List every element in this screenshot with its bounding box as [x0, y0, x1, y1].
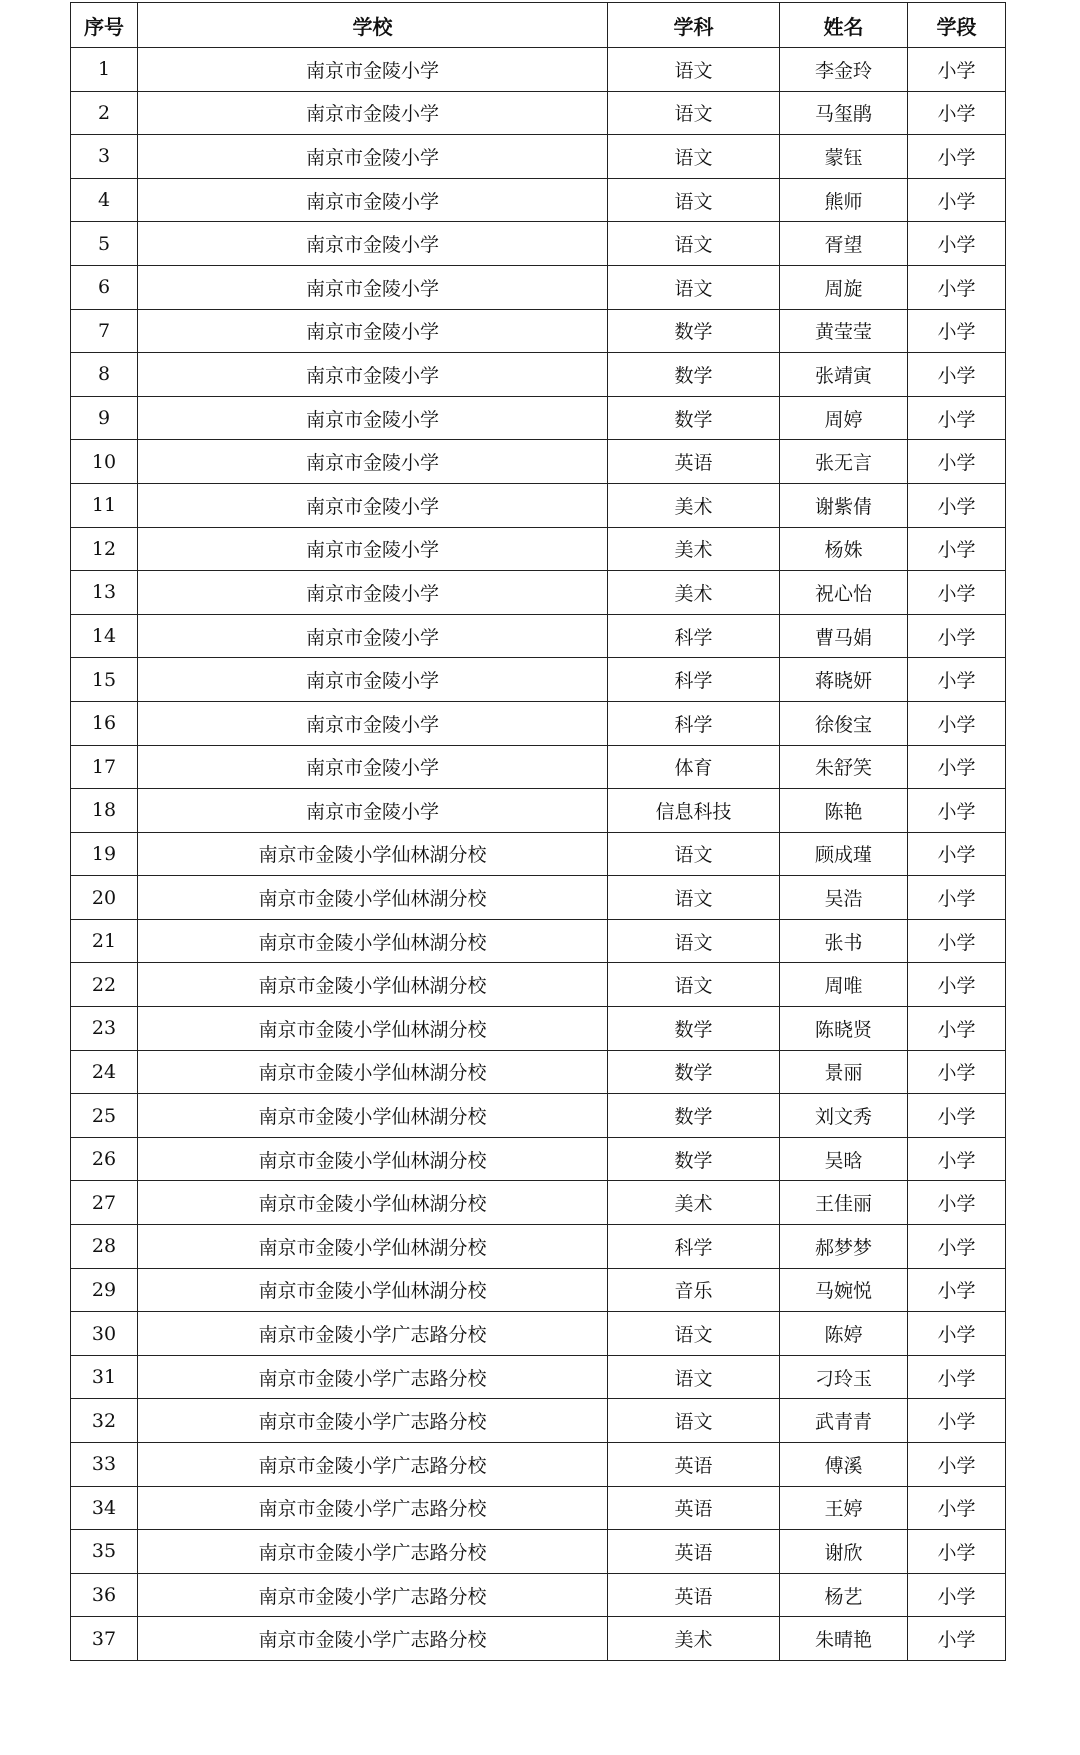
cell-name: 杨艺 [780, 1573, 908, 1617]
cell-subject: 语文 [608, 832, 780, 876]
cell-subject: 语文 [608, 919, 780, 963]
header-school: 学校 [138, 3, 608, 48]
table-row [71, 1486, 1006, 1530]
cell-subject: 英语 [608, 1486, 780, 1530]
cell-name: 陈晓贤 [780, 1007, 908, 1051]
cell-stage: 小学 [908, 1399, 1006, 1443]
cell-index: 33 [71, 1443, 138, 1487]
table-row [71, 440, 1006, 484]
cell-subject: 语文 [608, 963, 780, 1007]
cell-stage: 小学 [908, 483, 1006, 527]
cell-index: 36 [71, 1573, 138, 1617]
cell-name: 景丽 [780, 1050, 908, 1094]
cell-subject: 体育 [608, 745, 780, 789]
cell-subject: 音乐 [608, 1268, 780, 1312]
cell-index: 29 [71, 1268, 138, 1312]
teacher-roster-table [70, 2, 1006, 1661]
cell-name: 周旋 [780, 265, 908, 309]
cell-name: 傅溪 [780, 1443, 908, 1487]
table-row [71, 701, 1006, 745]
cell-name: 李金玲 [780, 48, 908, 92]
cell-school: 南京市金陵小学 [138, 48, 608, 92]
cell-school: 南京市金陵小学仙林湖分校 [138, 1050, 608, 1094]
cell-name: 顾成瑾 [780, 832, 908, 876]
cell-name: 黄莹莹 [780, 309, 908, 353]
cell-index: 30 [71, 1312, 138, 1356]
cell-stage: 小学 [908, 919, 1006, 963]
cell-name: 王婷 [780, 1486, 908, 1530]
cell-subject: 科学 [608, 701, 780, 745]
cell-index: 14 [71, 614, 138, 658]
cell-school: 南京市金陵小学广志路分校 [138, 1573, 608, 1617]
cell-name: 祝心怡 [780, 571, 908, 615]
cell-school: 南京市金陵小学广志路分校 [138, 1443, 608, 1487]
cell-stage: 小学 [908, 527, 1006, 571]
document-sheet [70, 2, 1005, 1661]
cell-stage: 小学 [908, 440, 1006, 484]
cell-stage: 小学 [908, 701, 1006, 745]
cell-subject: 语文 [608, 48, 780, 92]
cell-subject: 语文 [608, 1399, 780, 1443]
cell-index: 20 [71, 876, 138, 920]
table-row [71, 1225, 1006, 1269]
cell-subject: 数学 [608, 309, 780, 353]
cell-index: 13 [71, 571, 138, 615]
cell-stage: 小学 [908, 222, 1006, 266]
cell-name: 吴浩 [780, 876, 908, 920]
cell-index: 31 [71, 1355, 138, 1399]
cell-name: 徐俊宝 [780, 701, 908, 745]
cell-stage: 小学 [908, 571, 1006, 615]
table-row [71, 396, 1006, 440]
cell-school: 南京市金陵小学 [138, 309, 608, 353]
cell-name: 陈婷 [780, 1312, 908, 1356]
cell-school: 南京市金陵小学仙林湖分校 [138, 1225, 608, 1269]
table-body [71, 48, 1006, 1661]
table-row [71, 1443, 1006, 1487]
cell-subject: 美术 [608, 483, 780, 527]
cell-stage: 小学 [908, 1573, 1006, 1617]
cell-subject: 语文 [608, 265, 780, 309]
cell-school: 南京市金陵小学仙林湖分校 [138, 876, 608, 920]
cell-subject: 英语 [608, 1530, 780, 1574]
cell-school: 南京市金陵小学 [138, 745, 608, 789]
cell-school: 南京市金陵小学仙林湖分校 [138, 1181, 608, 1225]
cell-name: 朱晴艳 [780, 1617, 908, 1661]
table-row [71, 1530, 1006, 1574]
table-row [71, 1355, 1006, 1399]
cell-index: 8 [71, 353, 138, 397]
cell-subject: 科学 [608, 658, 780, 702]
table-row [71, 963, 1006, 1007]
cell-school: 南京市金陵小学广志路分校 [138, 1486, 608, 1530]
cell-index: 35 [71, 1530, 138, 1574]
cell-name: 陈艳 [780, 789, 908, 833]
cell-name: 谢紫倩 [780, 483, 908, 527]
table-header [71, 3, 1006, 48]
cell-stage: 小学 [908, 135, 1006, 179]
cell-name: 王佳丽 [780, 1181, 908, 1225]
cell-stage: 小学 [908, 1486, 1006, 1530]
cell-index: 3 [71, 135, 138, 179]
table-row [71, 1050, 1006, 1094]
cell-stage: 小学 [908, 353, 1006, 397]
cell-stage: 小学 [908, 91, 1006, 135]
cell-name: 吴晗 [780, 1137, 908, 1181]
cell-subject: 美术 [608, 527, 780, 571]
table-row [71, 658, 1006, 702]
table-row [71, 483, 1006, 527]
cell-name: 谢欣 [780, 1530, 908, 1574]
cell-subject: 数学 [608, 1094, 780, 1138]
table-row [71, 178, 1006, 222]
header-subject: 学科 [608, 3, 780, 48]
cell-stage: 小学 [908, 1268, 1006, 1312]
cell-index: 10 [71, 440, 138, 484]
table-row [71, 571, 1006, 615]
cell-stage: 小学 [908, 1137, 1006, 1181]
cell-name: 刁玲玉 [780, 1355, 908, 1399]
cell-school: 南京市金陵小学 [138, 222, 608, 266]
cell-school: 南京市金陵小学 [138, 789, 608, 833]
cell-name: 杨姝 [780, 527, 908, 571]
table-row [71, 309, 1006, 353]
cell-stage: 小学 [908, 1443, 1006, 1487]
cell-name: 熊师 [780, 178, 908, 222]
cell-subject: 美术 [608, 1181, 780, 1225]
cell-stage: 小学 [908, 963, 1006, 1007]
cell-subject: 科学 [608, 614, 780, 658]
cell-subject: 数学 [608, 1137, 780, 1181]
cell-index: 6 [71, 265, 138, 309]
cell-school: 南京市金陵小学仙林湖分校 [138, 963, 608, 1007]
cell-stage: 小学 [908, 1007, 1006, 1051]
table-row [71, 1617, 1006, 1661]
table-row [71, 1573, 1006, 1617]
cell-school: 南京市金陵小学 [138, 614, 608, 658]
cell-index: 18 [71, 789, 138, 833]
cell-stage: 小学 [908, 265, 1006, 309]
cell-index: 25 [71, 1094, 138, 1138]
table-row [71, 832, 1006, 876]
table-row [71, 527, 1006, 571]
cell-stage: 小学 [908, 789, 1006, 833]
header-row [71, 3, 1006, 48]
cell-school: 南京市金陵小学 [138, 701, 608, 745]
cell-stage: 小学 [908, 658, 1006, 702]
cell-index: 27 [71, 1181, 138, 1225]
cell-stage: 小学 [908, 745, 1006, 789]
cell-name: 胥望 [780, 222, 908, 266]
cell-school: 南京市金陵小学 [138, 135, 608, 179]
cell-name: 周唯 [780, 963, 908, 1007]
cell-subject: 语文 [608, 1355, 780, 1399]
cell-school: 南京市金陵小学 [138, 91, 608, 135]
table-row [71, 222, 1006, 266]
cell-stage: 小学 [908, 396, 1006, 440]
cell-name: 马婉悦 [780, 1268, 908, 1312]
cell-stage: 小学 [908, 1181, 1006, 1225]
cell-school: 南京市金陵小学仙林湖分校 [138, 919, 608, 963]
cell-school: 南京市金陵小学仙林湖分校 [138, 1094, 608, 1138]
cell-subject: 数学 [608, 353, 780, 397]
cell-stage: 小学 [908, 832, 1006, 876]
cell-stage: 小学 [908, 178, 1006, 222]
cell-index: 17 [71, 745, 138, 789]
cell-subject: 数学 [608, 396, 780, 440]
cell-index: 24 [71, 1050, 138, 1094]
cell-subject: 语文 [608, 135, 780, 179]
cell-name: 张书 [780, 919, 908, 963]
cell-school: 南京市金陵小学广志路分校 [138, 1530, 608, 1574]
cell-stage: 小学 [908, 1617, 1006, 1661]
cell-index: 5 [71, 222, 138, 266]
cell-name: 武青青 [780, 1399, 908, 1443]
cell-name: 刘文秀 [780, 1094, 908, 1138]
cell-index: 34 [71, 1486, 138, 1530]
cell-school: 南京市金陵小学 [138, 527, 608, 571]
cell-subject: 数学 [608, 1050, 780, 1094]
cell-index: 11 [71, 483, 138, 527]
cell-index: 15 [71, 658, 138, 702]
cell-name: 蒋晓妍 [780, 658, 908, 702]
table-row [71, 1181, 1006, 1225]
cell-stage: 小学 [908, 614, 1006, 658]
table-row [71, 91, 1006, 135]
table-row [71, 1312, 1006, 1356]
cell-school: 南京市金陵小学广志路分校 [138, 1617, 608, 1661]
cell-name: 蒙钰 [780, 135, 908, 179]
cell-index: 22 [71, 963, 138, 1007]
cell-name: 朱舒笑 [780, 745, 908, 789]
cell-subject: 英语 [608, 440, 780, 484]
cell-stage: 小学 [908, 1530, 1006, 1574]
header-index: 序号 [71, 3, 138, 48]
cell-school: 南京市金陵小学广志路分校 [138, 1312, 608, 1356]
cell-stage: 小学 [908, 876, 1006, 920]
cell-index: 4 [71, 178, 138, 222]
cell-name: 周婷 [780, 396, 908, 440]
cell-subject: 英语 [608, 1443, 780, 1487]
cell-index: 2 [71, 91, 138, 135]
cell-name: 张靖寅 [780, 353, 908, 397]
table-row [71, 353, 1006, 397]
table-row [71, 789, 1006, 833]
cell-subject: 语文 [608, 222, 780, 266]
cell-school: 南京市金陵小学 [138, 658, 608, 702]
table-row [71, 614, 1006, 658]
cell-school: 南京市金陵小学 [138, 265, 608, 309]
cell-subject: 语文 [608, 91, 780, 135]
table-row [71, 1399, 1006, 1443]
cell-index: 12 [71, 527, 138, 571]
cell-school: 南京市金陵小学广志路分校 [138, 1355, 608, 1399]
cell-name: 郝梦梦 [780, 1225, 908, 1269]
cell-subject: 语文 [608, 1312, 780, 1356]
cell-index: 26 [71, 1137, 138, 1181]
cell-stage: 小学 [908, 309, 1006, 353]
cell-school: 南京市金陵小学 [138, 353, 608, 397]
cell-name: 马玺鹃 [780, 91, 908, 135]
cell-school: 南京市金陵小学 [138, 396, 608, 440]
cell-stage: 小学 [908, 1094, 1006, 1138]
table-row [71, 1094, 1006, 1138]
cell-index: 19 [71, 832, 138, 876]
cell-school: 南京市金陵小学仙林湖分校 [138, 1137, 608, 1181]
cell-stage: 小学 [908, 1225, 1006, 1269]
cell-school: 南京市金陵小学 [138, 178, 608, 222]
cell-index: 16 [71, 701, 138, 745]
cell-index: 7 [71, 309, 138, 353]
table-row [71, 876, 1006, 920]
table-row [71, 265, 1006, 309]
cell-index: 37 [71, 1617, 138, 1661]
cell-school: 南京市金陵小学广志路分校 [138, 1399, 608, 1443]
cell-school: 南京市金陵小学仙林湖分校 [138, 1007, 608, 1051]
cell-school: 南京市金陵小学仙林湖分校 [138, 1268, 608, 1312]
cell-stage: 小学 [908, 1312, 1006, 1356]
cell-stage: 小学 [908, 1050, 1006, 1094]
table-row [71, 919, 1006, 963]
cell-subject: 语文 [608, 178, 780, 222]
cell-school: 南京市金陵小学仙林湖分校 [138, 832, 608, 876]
cell-subject: 美术 [608, 1617, 780, 1661]
cell-school: 南京市金陵小学 [138, 571, 608, 615]
cell-subject: 语文 [608, 876, 780, 920]
table-row [71, 1007, 1006, 1051]
header-stage: 学段 [908, 3, 1006, 48]
cell-index: 1 [71, 48, 138, 92]
cell-stage: 小学 [908, 1355, 1006, 1399]
header-name: 姓名 [780, 3, 908, 48]
cell-stage: 小学 [908, 48, 1006, 92]
table-row [71, 745, 1006, 789]
table-row [71, 48, 1006, 92]
cell-subject: 美术 [608, 571, 780, 615]
cell-subject: 信息科技 [608, 789, 780, 833]
table-row [71, 1268, 1006, 1312]
cell-subject: 英语 [608, 1573, 780, 1617]
cell-index: 28 [71, 1225, 138, 1269]
cell-name: 曹马娟 [780, 614, 908, 658]
cell-school: 南京市金陵小学 [138, 440, 608, 484]
cell-school: 南京市金陵小学 [138, 483, 608, 527]
table-row [71, 1137, 1006, 1181]
cell-name: 张无言 [780, 440, 908, 484]
cell-index: 23 [71, 1007, 138, 1051]
cell-subject: 科学 [608, 1225, 780, 1269]
cell-index: 9 [71, 396, 138, 440]
cell-index: 32 [71, 1399, 138, 1443]
table-row [71, 135, 1006, 179]
cell-subject: 数学 [608, 1007, 780, 1051]
cell-index: 21 [71, 919, 138, 963]
